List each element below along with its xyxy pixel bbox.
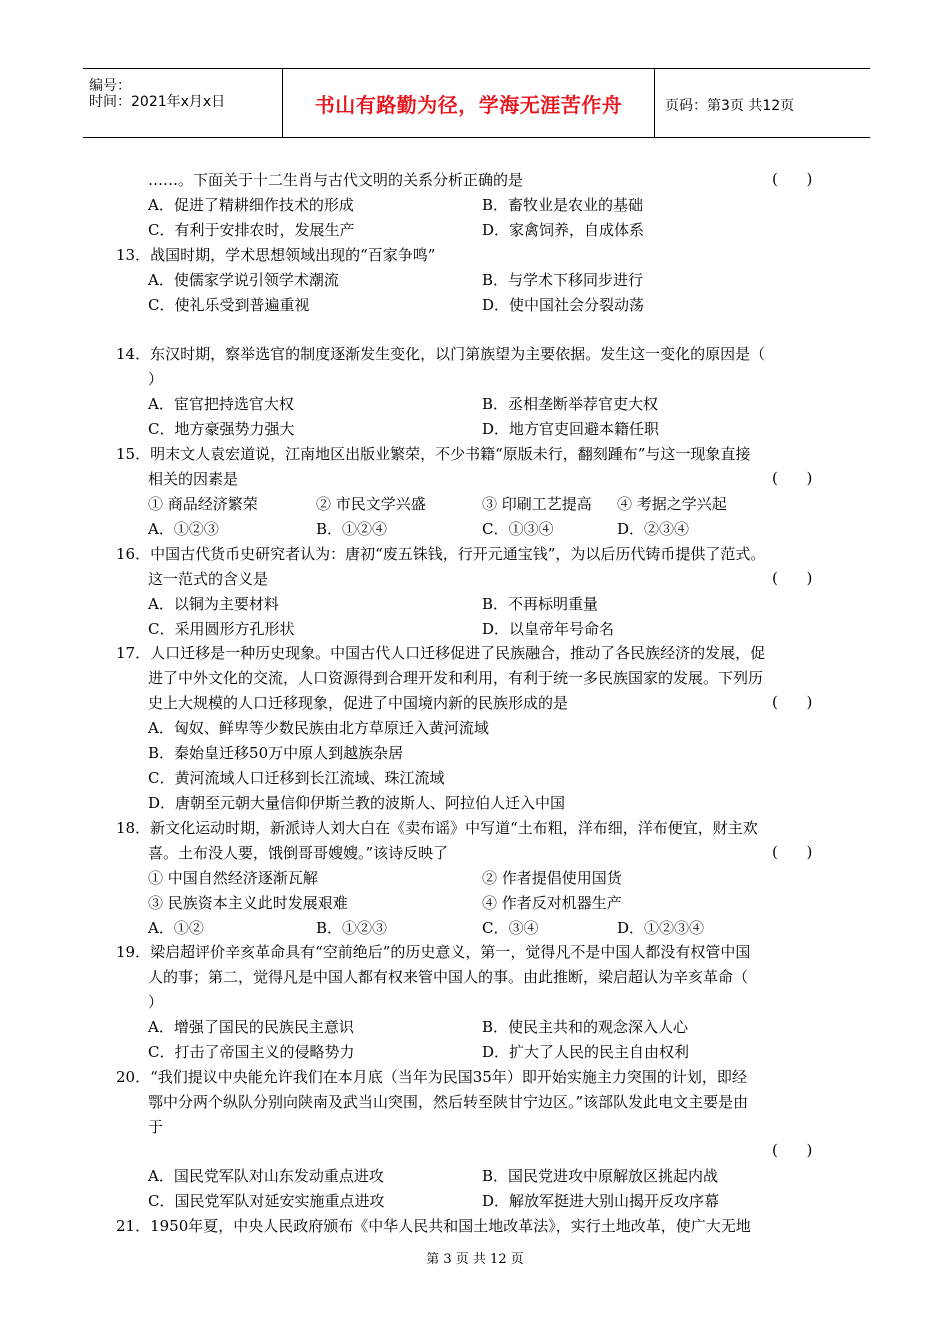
- question-18-stem: 18．新文化运动时期，新派诗人刘大白在《卖布谣》中写道“土布粗，洋布细，洋布便宜，财主欢: [116, 819, 758, 837]
- q13-option-a: A．使儒家学说引领学术潮流: [148, 271, 339, 289]
- q15-option-c: C．①③④: [482, 520, 554, 538]
- question-20-stem-cont-2: 于: [148, 1118, 164, 1136]
- q13-option-b: B．与学术下移同步进行: [482, 271, 644, 289]
- q18-option-d: D．①②③④: [617, 919, 705, 937]
- header-meta: [83, 69, 283, 137]
- q13-option-c: C．使礼乐受到普遍重视: [148, 296, 310, 314]
- q20-option-c: C．国民党军队对延安实施重点进攻: [148, 1192, 385, 1210]
- page-header: [83, 68, 870, 138]
- q19-option-b: B．使民主共和的观念深入人心: [482, 1018, 689, 1036]
- q12-option-a: A．促进了精耕细作技术的形成: [148, 196, 354, 214]
- question-13-stem: 13．战国时期，学术思想领域出现的“百家争鸣”: [116, 246, 436, 264]
- answer-paren-20: ( ): [772, 1141, 813, 1159]
- q15-option-d: D．②③④: [617, 520, 690, 538]
- page-footer: 第 3 页 共 12 页: [426, 1252, 524, 1267]
- q13-option-d: D．使中国社会分裂动荡: [482, 296, 645, 314]
- q16-option-c: C．采用圆形方孔形状: [148, 620, 295, 638]
- q17-option-a: A．匈奴、鲜卑等少数民族由北方草原迁入黄河流域: [148, 719, 489, 737]
- q14-option-a: A．宦官把持选官大权: [148, 395, 294, 413]
- question-19-stem: 19．梁启超评价辛亥革命具有“空前绝后”的历史意义，第一，觉得凡不是中国人都没有权管中国: [116, 943, 751, 961]
- q15-option-a: A．①②③: [148, 520, 219, 538]
- header-page-cell: [655, 69, 870, 137]
- question-15-stem-cont: 相关的因素是: [148, 470, 239, 488]
- q18-option-b: B．①②③: [316, 919, 388, 937]
- q18-item-2: ② 作者提倡使用国货: [482, 869, 622, 887]
- document-number-label: 编号：: [89, 78, 131, 94]
- answer-paren-18: ( ): [772, 843, 813, 861]
- question-15-stem: 15．明末文人袁宏道说，江南地区出版业繁荣，不少书籍“原版未行，翻刻踵布”与这一现象直接: [116, 445, 751, 463]
- question-21-stem: 21．1950年夏，中央人民政府颁布《中华人民共和国土地改革法》，实行土地改革，使广大无地: [116, 1217, 751, 1235]
- q20-option-d: D．解放军挺进大别山揭开反攻序幕: [482, 1192, 720, 1210]
- question-17-stem-cont-1: 进了中外文化的交流，人口资源得到合理开发和利用，有利于统一多民族国家的发展。下列历: [148, 669, 764, 687]
- q15-item-1: ① 商品经济繁荣: [148, 495, 258, 513]
- answer-paren-15: ( ): [772, 469, 813, 487]
- q18-item-4: ④ 作者反对机器生产: [482, 894, 622, 912]
- q18-option-a: A．①②: [148, 919, 204, 937]
- question-20-stem: 20．“我们提议中央能允许我们在本月底（当年为民国35年）即开始实施主力突围的计划，即经: [116, 1068, 747, 1086]
- q18-item-1: ① 中国自然经济逐渐瓦解: [148, 869, 318, 887]
- q14-option-d: D．地方官吏回避本籍任职: [482, 420, 660, 438]
- question-19-stem-cont-2: ）: [148, 993, 164, 1011]
- q19-option-a: A．增强了国民的民族民主意识: [148, 1018, 354, 1036]
- q12-option-d: D．家禽饲养，自成体系: [482, 221, 645, 239]
- q19-option-d: D．扩大了人民的民主自由权利: [482, 1043, 690, 1061]
- header-page-info: 页码：第3页 共12页: [665, 98, 795, 114]
- question-14-stem-cont: ）: [148, 370, 164, 388]
- q14-option-c: C．地方豪强势力强大: [148, 420, 295, 438]
- q17-option-b: B．秦始皇迁移50万中原人到越族杂居: [148, 744, 404, 762]
- q18-item-3: ③ 民族资本主义此时发展艰难: [148, 894, 348, 912]
- q15-item-3: ③ 印刷工艺提高: [482, 495, 592, 513]
- header-motto: 书山有路勤为径，学海无涯苦作舟: [314, 93, 623, 117]
- question-16-stem: 16．中国古代货币史研究者认为：唐初“废五铢钱，行开元通宝钱”，为以后历代铸币提供了范式。: [116, 545, 766, 563]
- q20-option-b: B．国民党进攻中原解放区挑起内战: [482, 1167, 719, 1185]
- q16-option-b: B．不再标明重量: [482, 595, 599, 613]
- q14-option-b: B．丞相垄断举荐官吏大权: [482, 395, 659, 413]
- q16-option-d: D．以皇帝年号命名: [482, 620, 615, 638]
- question-16-stem-cont: 这一范式的含义是: [148, 570, 269, 588]
- q18-option-c: C．③④: [482, 919, 539, 937]
- document-date-label: 时间：2021年x月x日: [89, 94, 226, 110]
- question-14-stem: 14．东汉时期，察举选官的制度逐渐发生变化，以门第族望为主要依据。发生这一变化的原因是（: [116, 345, 766, 363]
- question-17-stem-cont-2: 史上大规模的人口迁移现象，促进了中国境内新的民族形成的是: [148, 694, 569, 712]
- q12-option-c: C．有利于安排农时，发展生产: [148, 221, 355, 239]
- q17-option-d: D．唐朝至元朝大量信仰伊斯兰教的波斯人、阿拉伯人迁入中国: [148, 794, 566, 812]
- answer-paren-12: ( ): [772, 170, 813, 188]
- q19-option-c: C．打击了帝国主义的侵略势力: [148, 1043, 355, 1061]
- q16-option-a: A．以铜为主要材料: [148, 595, 279, 613]
- answer-paren-16: ( ): [772, 569, 813, 587]
- q17-option-c: C．黄河流域人口迁移到长江流域、珠江流域: [148, 769, 445, 787]
- q20-option-a: A．国民党军队对山东发动重点进攻: [148, 1167, 384, 1185]
- question-19-stem-cont-1: 人的事；第二，觉得凡是中国人都有权来管中国人的事。由此推断，梁启超认为辛亥革命（: [148, 968, 749, 986]
- q15-option-b: B．①②④: [316, 520, 388, 538]
- question-17-stem: 17．人口迁移是一种历史现象。中国古代人口迁移促进了民族融合，推动了各民族经济的发展，促: [116, 644, 766, 662]
- header-motto-cell: [283, 69, 655, 137]
- question-12-stem: ……。下面关于十二生肖与古代文明的关系分析正确的是: [148, 171, 524, 189]
- q15-item-4: ④ 考据之学兴起: [617, 495, 727, 513]
- q15-item-2: ② 市民文学兴盛: [316, 495, 426, 513]
- question-18-stem-cont: 喜。土布没人要，饿倒哥哥嫂嫂。”该诗反映了: [148, 844, 449, 862]
- question-20-stem-cont-1: 鄂中分两个纵队分别向陕南及武当山突围，然后转至陕甘宁边区。”该部队发此电文主要是由: [148, 1093, 749, 1111]
- q12-option-b: B．畜牧业是农业的基础: [482, 196, 644, 214]
- answer-paren-17: ( ): [772, 693, 813, 711]
